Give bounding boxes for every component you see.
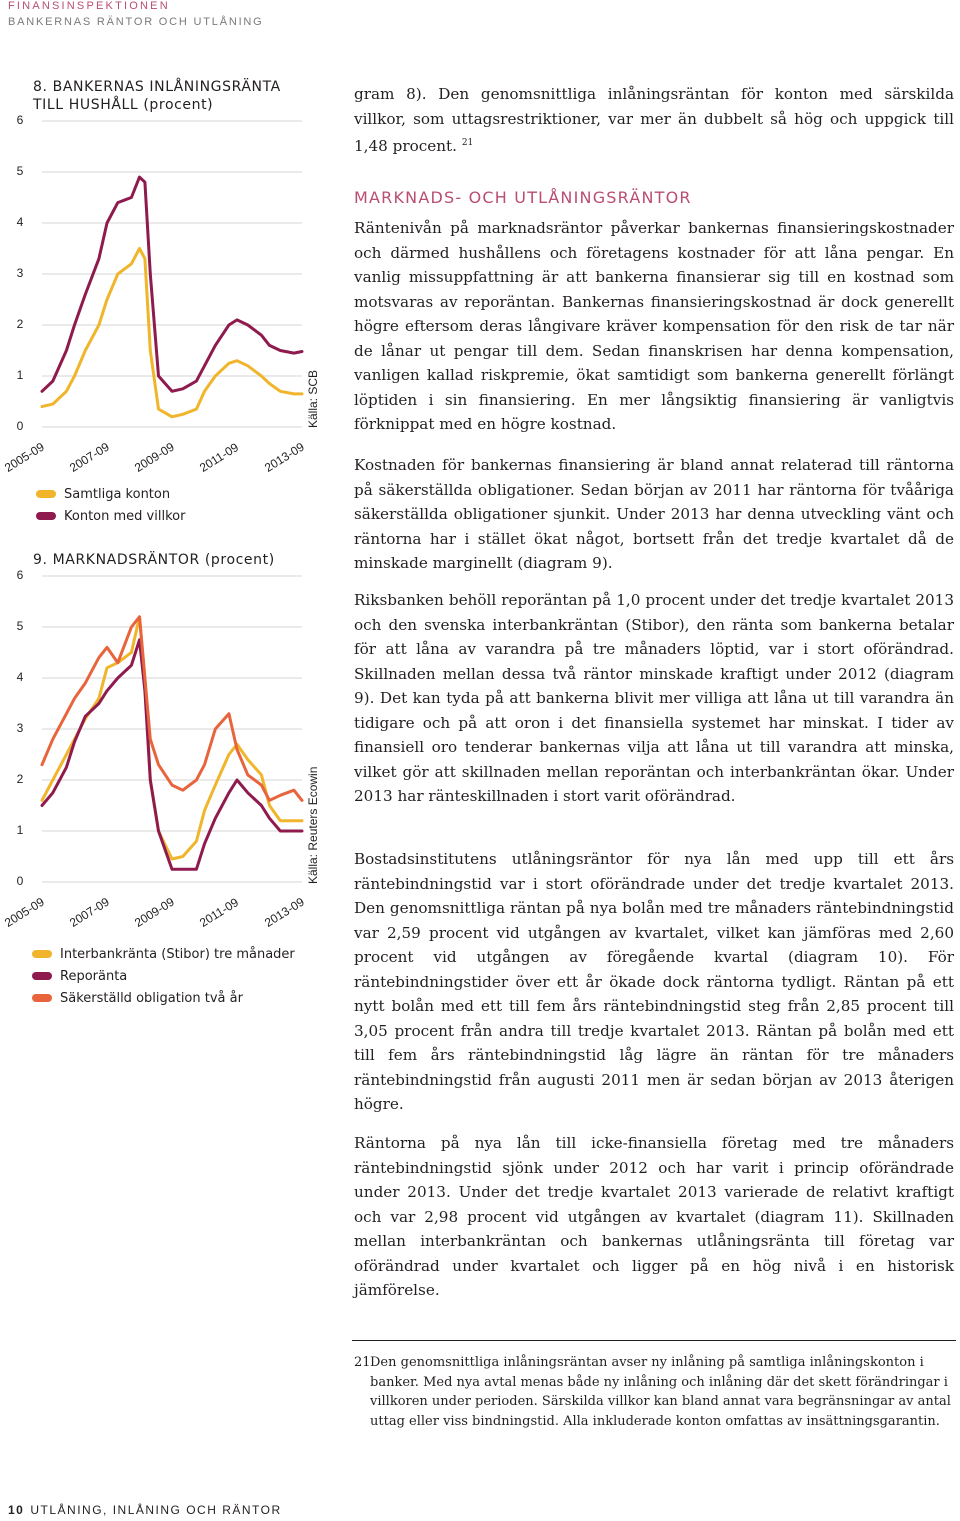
legend-label: Samtliga konton bbox=[64, 486, 171, 502]
paragraph-text: Kostnaden för bankernas finansiering är bland annat relaterad till räntorna på säkerställda obligationer. Sedan början av 2011 har räntorna för tvååriga säkerställda obligationer sjunkit. Under 2013 har denna utveckling vänt och räntorna har i stället ökat något, bortsett från det tredje kvartalet då de minskade marginellt (diagram 9). bbox=[354, 456, 954, 572]
footnote-number: 21 bbox=[354, 1355, 371, 1370]
paragraph-3 bbox=[354, 588, 954, 809]
y-tick-label: 3 bbox=[16, 266, 24, 280]
footnote-text: Den genomsnittliga inlåningsräntan avser ny inlåning på samtliga inlåningskonton i banker. Med nya avtal menas både ny inlåning och inlåning där det skett förändringar i villkoren under perioden. Särskilda villkor kan bland annat vara begränsningar av antal uttag eller viss bindningstid. Alla inkluderade konton omfattas av insättningsgarantin. bbox=[370, 1355, 951, 1429]
chart8-title bbox=[33, 78, 281, 114]
chart9-legend-item-repo bbox=[32, 965, 295, 987]
x-tick-label: 2013-09 bbox=[262, 894, 307, 930]
y-tick-label: 6 bbox=[16, 113, 24, 127]
page-number: 10 bbox=[8, 1503, 25, 1517]
y-tick-label: 0 bbox=[16, 874, 24, 888]
x-tick-label: 2013-09 bbox=[262, 439, 307, 475]
chart9-title-text: MARKNADSRÄNTOR (procent) bbox=[52, 552, 275, 568]
paragraph-1 bbox=[354, 216, 954, 437]
y-tick-label: 2 bbox=[16, 772, 24, 786]
y-tick-label: 5 bbox=[16, 619, 24, 633]
y-tick-label: 4 bbox=[16, 670, 24, 684]
paragraph-text: Räntenivån på marknadsräntor påverkar bankernas finansieringskostnader och därmed hushållens och företagens kostnader för att låna pengar. En vanlig missuppfattning är att bankerna finansierar sig till en kostnad som motsvaras av reporäntan. Bankernas finansieringskostnad är dock generellt högre eftersom deras långivare kräver kompensation för den risk de tar när de lånar ut pengar till dem. Sedan finanskrisen har denna kompensation, vanligen kallad riskpremie, ökat samtidigt som bankerna generellt förlängt löptiden i sin finansiering. En mer långsiktig finansiering är vanligtvis förknippat med en högre kostnad. bbox=[354, 219, 954, 433]
footer-title: UTLÅNING, INLÅNING OCH RÄNTOR bbox=[30, 1503, 282, 1517]
chart9-title bbox=[33, 551, 275, 569]
series-line-0 bbox=[42, 617, 302, 859]
x-tick-label: 2005-09 bbox=[2, 439, 47, 475]
chart9-source: Källa: Reuters Ecowin bbox=[306, 766, 320, 884]
series-line-1 bbox=[42, 640, 302, 870]
x-tick-label: 2007-09 bbox=[67, 439, 112, 475]
x-tick-label: 2009-09 bbox=[132, 439, 177, 475]
y-tick-label: 0 bbox=[16, 419, 24, 433]
x-tick-label: 2005-09 bbox=[2, 894, 47, 930]
legend-label: Säkerställd obligation två år bbox=[60, 990, 243, 1006]
y-tick-label: 1 bbox=[16, 368, 24, 382]
legend-label: Konton med villkor bbox=[64, 508, 186, 524]
footnote-rule bbox=[352, 1340, 956, 1341]
y-tick-label: 2 bbox=[16, 317, 24, 331]
x-tick-label: 2007-09 bbox=[67, 894, 112, 930]
footnote-ref: 21 bbox=[461, 138, 474, 148]
legend-label: Interbankränta (Stibor) tre månader bbox=[60, 946, 295, 962]
chart9-legend bbox=[32, 943, 295, 1009]
chart8-title-line2: TILL HUSHÅLL (procent) bbox=[33, 97, 214, 113]
chart8-title-line1: BANKERNAS INLÅNINGSRÄNTA bbox=[52, 79, 281, 95]
x-tick-label: 2011-09 bbox=[197, 895, 242, 930]
legend-label: Reporänta bbox=[60, 968, 128, 984]
paragraph-text: Bostadsinstitutens utlåningsräntor för nya lån med upp till ett års räntebindningstid var i stort oförändrade under det tredje kvartalet 2013. Den genomsnittliga räntan på nya bolån med tre månaders räntebindningstid var 2,59 procent vid utgången av kvartalet, vilket kan jämföras med 2,60 procent vid utgången av föregående kvartal (diagram 10). För räntebindningstider över ett år ökade dock räntorna tydligt. Räntan på ett nytt bolån med ett till fem års räntebindningstid steg från 2,85 procent till 3,05 procent från andra till tredje kvartalet 2013. Räntan på bolån med ett till fem års räntebindningstid låg lägre än räntan för tre månaders räntebindningstid från augusti 2011 men är sedan början av 2013 återigen högre. bbox=[354, 850, 954, 1113]
chart9-title-number: 9. bbox=[33, 552, 48, 568]
series-line-0 bbox=[42, 249, 302, 417]
chart8-legend-item-villkor bbox=[36, 505, 185, 527]
section-heading: MARKNADS- OCH UTLÅNINGSRÄNTOR bbox=[354, 188, 692, 207]
paragraph-2 bbox=[354, 453, 954, 576]
series-line-1 bbox=[42, 177, 302, 391]
x-tick-label: 2009-09 bbox=[132, 894, 177, 930]
page-footer bbox=[8, 1503, 282, 1517]
chart8-legend-item-samtliga bbox=[36, 483, 185, 505]
chart8-legend bbox=[36, 483, 185, 527]
y-tick-label: 5 bbox=[16, 164, 24, 178]
paragraph-5 bbox=[354, 1131, 954, 1303]
y-tick-label: 4 bbox=[16, 215, 24, 229]
x-tick-label: 2011-09 bbox=[197, 440, 242, 475]
y-tick-label: 6 bbox=[16, 568, 24, 582]
paragraph-continued bbox=[354, 82, 954, 159]
running-header-section: BANKERNAS RÄNTOR OCH UTLÅNING bbox=[8, 16, 264, 28]
paragraph-4 bbox=[354, 847, 954, 1117]
y-tick-label: 1 bbox=[16, 823, 24, 837]
chart9-legend-item-obligation bbox=[32, 987, 295, 1009]
legend-swatch bbox=[32, 950, 52, 958]
paragraph-text: Riksbanken behöll reporäntan på 1,0 procent under det tredje kvartalet 2013 och den svenska interbankräntan (Stibor), den ränta som bankerna betalar för att låna av varandra på tre månaders löptid, var i stort oförändrad. Skillnaden mellan dessa två räntor minskade kraftigt under 2012 (diagram 9). Det kan tyda på att bankerna blivit mer villiga att låna ut till varandra än tidigare och på att oron i det finansiella systemet har minskat. I tider av finansiell oro tenderar bankernas vilja att låna ut till varandra att minska, vilket gör att skillnaden mellan reporäntan och interbankräntan ökar. Under 2013 har ränteskillnaden i stort varit oförändrad. bbox=[354, 591, 954, 805]
legend-swatch bbox=[32, 972, 52, 980]
paragraph-text: gram 8). Den genomsnittliga inlåningsräntan för konton med särskilda villkor, som uttagsrestriktioner, var mer än dubbelt så hög och uppgick till 1,48 procent. bbox=[354, 85, 954, 156]
legend-swatch bbox=[32, 994, 52, 1002]
paragraph-text: Räntorna på nya lån till icke-finansiella företag med tre månaders räntebindningstid sjönk under 2012 och har varit i princip oförändrade under 2013. Under det tredje kvartalet 2013 varierade de relativt kraftigt och var 2,98 procent vid utgången av kvartalet (diagram 11). Skillnaden mellan interbankräntan och bankernas utlåningsränta till företag var oförändrad under kvartalet och ligger på en hög nivå i en historisk jämförelse. bbox=[354, 1134, 954, 1299]
chart9-legend-item-stibor bbox=[32, 943, 295, 965]
series-line-2 bbox=[42, 617, 302, 801]
footnote bbox=[352, 1353, 956, 1431]
legend-swatch bbox=[36, 512, 56, 520]
chart8-source: Källa: SCB bbox=[306, 369, 320, 428]
chart8-title-number: 8. bbox=[33, 79, 48, 95]
y-tick-label: 3 bbox=[16, 721, 24, 735]
legend-swatch bbox=[36, 490, 56, 498]
running-header-org: FINANSINSPEKTIONEN bbox=[8, 0, 170, 12]
